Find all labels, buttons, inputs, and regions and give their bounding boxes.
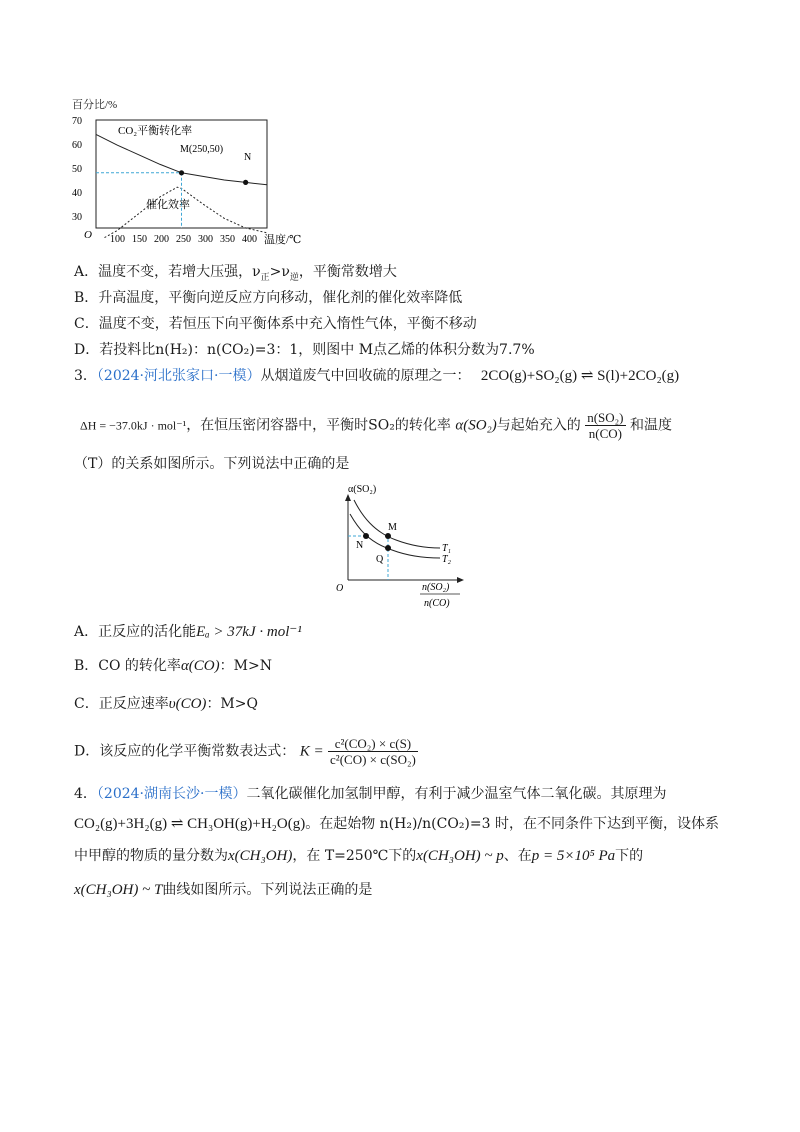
chart2-point-n-label: N: [356, 540, 364, 551]
q3-equation: 2CO(g)+SO₂(g) ⇌ S(l)+2CO₂(g): [480, 368, 680, 384]
q3-option-b-end: ：M>N: [219, 658, 272, 674]
q3-line2: [80, 410, 672, 441]
q2-option-b[interactable]: B．升高温度，平衡向逆反应方向移动，催化剂的催化效率降低: [74, 290, 463, 306]
q3-intro: 从烟道废气中回收硫的原理之一：: [260, 368, 471, 384]
q3-option-d-fraction: [328, 736, 418, 767]
q4-line2: [74, 814, 719, 834]
q4-line4: [74, 880, 372, 900]
q2-option-a-mid: >ν: [269, 264, 290, 280]
chart1-series-line-co2: [96, 134, 267, 184]
q3-text1: ，在恒压密闭容器中，平衡时SO₂的转化率: [186, 417, 451, 434]
q4-text1: 。在起始物 n(H₂)/n(CO₂)=3 时，在不同条件下达到平衡，设体系: [305, 816, 719, 832]
chart2-series-label-t2: T₂: [442, 554, 452, 565]
q3-option-c-text: C．正反应速率: [74, 696, 169, 712]
q3-option-b-text: B．CO 的转化率: [74, 658, 181, 674]
chart1-x-tick: 250: [176, 234, 191, 245]
chart2-curve-t1: [354, 500, 440, 548]
q2-option-a[interactable]: [74, 262, 397, 288]
q3-option-d[interactable]: [74, 736, 418, 767]
chart1-x-tick: 200: [154, 234, 169, 245]
chart1-y-title: 百分比/%: [72, 99, 118, 111]
q3-option-d-k: K =: [299, 743, 324, 760]
q4-p-value: p = 5×10⁵ Pa: [531, 848, 616, 864]
chart1-series-label-co2: CO₂平衡转化率: [118, 125, 193, 137]
chart2-y-arrow: [345, 494, 351, 501]
chart1-series-line-catalyst: [105, 187, 268, 237]
chart2-x-title-den: n(CO): [424, 598, 450, 609]
q3-option-c-end: ：M>Q: [206, 696, 258, 712]
chart1-x-tick: 400: [242, 234, 257, 245]
chart2-x-arrow: [457, 577, 464, 583]
q2-option-a-sub2: 逆: [289, 272, 299, 283]
q3-ratio-num: n(SO₂): [587, 410, 624, 425]
chart2-series-label-t1: T₁: [442, 543, 452, 554]
chart1-point-n: [243, 180, 248, 185]
q4-source: （2024·湖南长沙·一模）: [96, 786, 247, 802]
chart1-x-tick: 100: [110, 234, 125, 245]
chart2-origin: O: [336, 583, 344, 594]
q3-dh: ΔH = −37.0kJ · mol⁻¹: [80, 418, 187, 433]
q2-option-d[interactable]: D．若投料比n(H₂)：n(CO₂)=3：1，则图中 M点乙烯的体积分数为7.7%: [74, 342, 535, 358]
q3-option-a-math: Eₐ > 37kJ · mol⁻¹: [196, 624, 302, 640]
chart2-point-n: [363, 533, 369, 539]
chart1-x-tick: 300: [198, 234, 213, 245]
q3-number: 3．: [74, 368, 97, 384]
chart1-point-m-label: M(250,50): [180, 144, 224, 155]
chart2-point-q: [385, 545, 391, 551]
chart1-x-title: 温度/℃: [264, 234, 302, 246]
q4-equation: CO₂(g)+3H₂(g) ⇌ CH₃OH(g)+H₂O(g): [74, 816, 306, 832]
q2-option-a-end: ，平衡常数增大: [298, 264, 397, 280]
chart2: [336, 476, 476, 616]
q3-option-b[interactable]: [74, 656, 272, 676]
q3-option-d-text: D．该反应的化学平衡常数表达式：: [74, 743, 296, 760]
chart1-origin: O: [84, 229, 92, 241]
q2-option-c[interactable]: C．温度不变，若恒压下向平衡体系中充入惰性气体，平衡不移动: [74, 316, 477, 332]
q4-text2: 中甲醇的物质的量分数为: [74, 848, 228, 864]
q3-option-d-num: c²(CO₂) × c(S): [328, 736, 418, 752]
chart1-y-tick: 70: [72, 116, 82, 127]
chart1-series-label-catalyst: 催化效率: [146, 199, 190, 211]
q3-text2: 与起始充入的: [496, 417, 581, 434]
q4-line3: [74, 846, 643, 866]
q4-text3: ，在 T=250℃下的: [292, 848, 417, 864]
q3-option-c-math: υ(CO): [168, 696, 207, 712]
chart1-x-tick: 350: [220, 234, 235, 245]
q3-header: [74, 366, 679, 386]
chart1-x-tick: 150: [132, 234, 147, 245]
q4-x-ch3oh: x(CH₃OH): [228, 848, 293, 864]
q4-text6: 曲线如图所示。下列说法正确的是: [162, 882, 373, 898]
chart1-y-tick: 60: [72, 140, 82, 151]
q2-option-a-sub1: 正: [260, 272, 270, 283]
q4-header: [74, 784, 666, 804]
q4-text4: 、在: [503, 848, 532, 864]
q3-alpha: α(SO₂): [455, 417, 497, 434]
q3-source: （2024·河北张家口·一模）: [96, 368, 261, 384]
q3-line3: （T）的关系如图所示。下列说法中正确的是: [74, 456, 350, 472]
q4-x-t: x(CH₃OH) ~ T: [74, 882, 163, 898]
chart1-y-tick: 40: [72, 188, 82, 199]
q3-text3: 和温度: [629, 417, 672, 434]
q2-option-a-text: A．温度不变，若增大压强，ν: [74, 264, 261, 280]
chart1-point-m: [179, 170, 184, 175]
chart1: [70, 92, 310, 252]
chart1-y-tick: 50: [72, 164, 82, 175]
chart1-point-n-label: N: [244, 152, 252, 163]
q3-option-c[interactable]: [74, 694, 258, 714]
q4-number: 4．: [74, 786, 97, 802]
chart2-point-m-label: M: [388, 522, 397, 533]
chart2-point-m: [385, 533, 391, 539]
chart1-y-tick: 30: [72, 212, 82, 223]
q4-text5: 下的: [615, 848, 644, 864]
q4-intro: 二氧化碳催化加氢制甲醇，有利于减少温室气体二氧化碳。其原理为: [246, 786, 667, 802]
q3-option-d-den: c²(CO) × c(SO₂): [330, 752, 416, 767]
chart2-x-title-num: n(SO₂): [422, 582, 450, 593]
q4-x-p: x(CH₃OH) ~ p: [416, 848, 504, 864]
q3-ratio-den: n(CO): [588, 426, 622, 441]
chart2-y-title: α(SO₂): [348, 484, 377, 495]
chart2-point-q-label: Q: [376, 554, 384, 565]
q3-option-b-math: α(CO): [180, 658, 220, 674]
q3-option-a[interactable]: [74, 622, 302, 642]
q3-option-a-text: A．正反应的活化能: [74, 624, 197, 640]
q3-ratio-fraction: [585, 410, 625, 441]
